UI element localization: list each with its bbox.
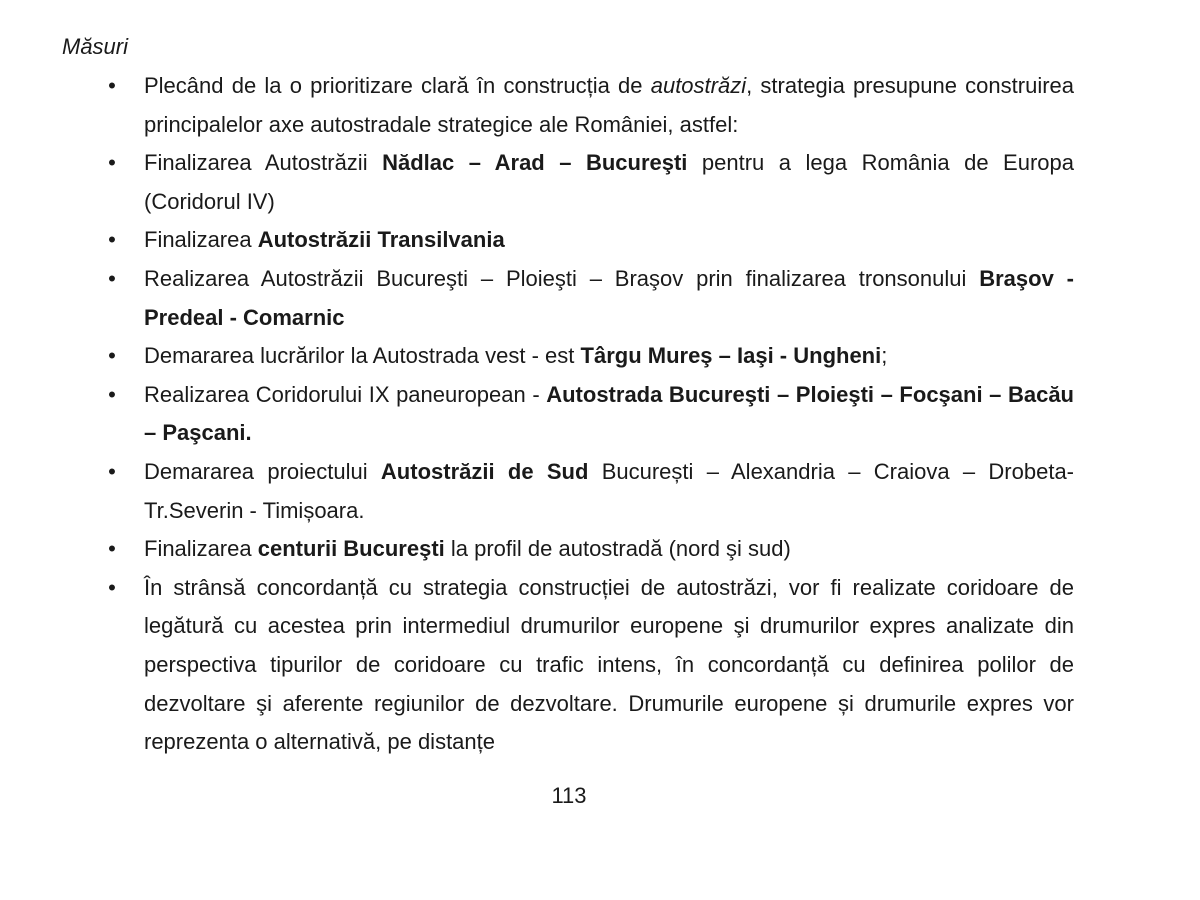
body-text: pentru a lega România de Europa (Coridorul IV) [144, 150, 1075, 214]
body-text: Demararea lucrărilor la Autostrada vest - est [144, 343, 581, 369]
list-item [0, 221, 1074, 260]
list-item [0, 144, 1074, 221]
list-item [0, 530, 1074, 569]
page-number: 113 [551, 783, 587, 808]
body-text: la profil de autostradă (nord şi sud) [444, 536, 791, 562]
measures-list [0, 67, 1200, 762]
list-item [0, 569, 1074, 762]
italic-text: autostrăzi [650, 73, 747, 98]
body-text: Finalizarea [144, 227, 258, 253]
section-heading: Măsuri [62, 34, 129, 59]
emphasis-text: Târgu Mureş – Iaşi - Ungheni [580, 343, 882, 369]
list-item [0, 453, 1074, 530]
bullet-icon: • [108, 574, 116, 600]
bullet-icon: • [108, 73, 116, 98]
bullet-icon: • [108, 536, 116, 562]
emphasis-text: Braşov - Predeal - Comarnic [144, 265, 1074, 330]
list-item [0, 337, 1074, 376]
bullet-icon: • [108, 458, 116, 484]
bullet-icon: • [108, 227, 116, 253]
emphasis-text: Autostrăzii de Sud [380, 458, 589, 484]
emphasis-text: Autostrada Bucureşti – Ploieşti – Focşani – Bacău – Paşcani. [144, 381, 1074, 446]
bullet-icon: • [108, 343, 116, 369]
body-text: Finalizarea [144, 536, 258, 562]
bullet-icon: • [108, 150, 116, 176]
body-text: ; [881, 343, 888, 369]
bullet-icon: • [108, 381, 116, 407]
body-text: Plecând de la o prioritizare clară în construcția de [144, 73, 651, 98]
body-text: În strânsă concordanță cu strategia construcției de autostrăzi, vor fi realizate coridoare de legătură cu acestea prin intermediul drumurilor europene şi drumurilor expres analizate din perspectiva tipurilor de coridoare cu trafic intens, în concordanță cu definirea polilor de dezvoltare şi aferente regiunilor de dezvoltare. Drumurile europene și drumurile expres vor reprezenta o alternativă, pe distanțe [144, 574, 1074, 755]
body-text: Realizarea Coridorului IX paneuropean - [144, 381, 547, 407]
body-text: Realizarea Autostrăzii Bucureşti – Ploieşti – Braşov prin finalizarea tronsonului [144, 265, 980, 291]
list-item [0, 260, 1074, 337]
list-item [0, 67, 1074, 144]
bullet-icon: • [108, 265, 116, 291]
emphasis-text: Autostrăzii Transilvania [257, 227, 505, 253]
body-text: București – Alexandria – Craiova – Drobeta-Tr.Severin - Timișoara. [144, 458, 1075, 523]
body-text: Finalizarea Autostrăzii [144, 150, 383, 176]
body-text: Demararea proiectului [144, 458, 381, 484]
body-text: , strategia presupune construirea principalelor axe autostradale strategice ale României, astfel: [144, 73, 1075, 137]
emphasis-text: centurii Bucureşti [257, 536, 445, 562]
emphasis-text: Nădlac – Arad – Bucureşti [382, 150, 688, 176]
list-item [0, 376, 1074, 453]
